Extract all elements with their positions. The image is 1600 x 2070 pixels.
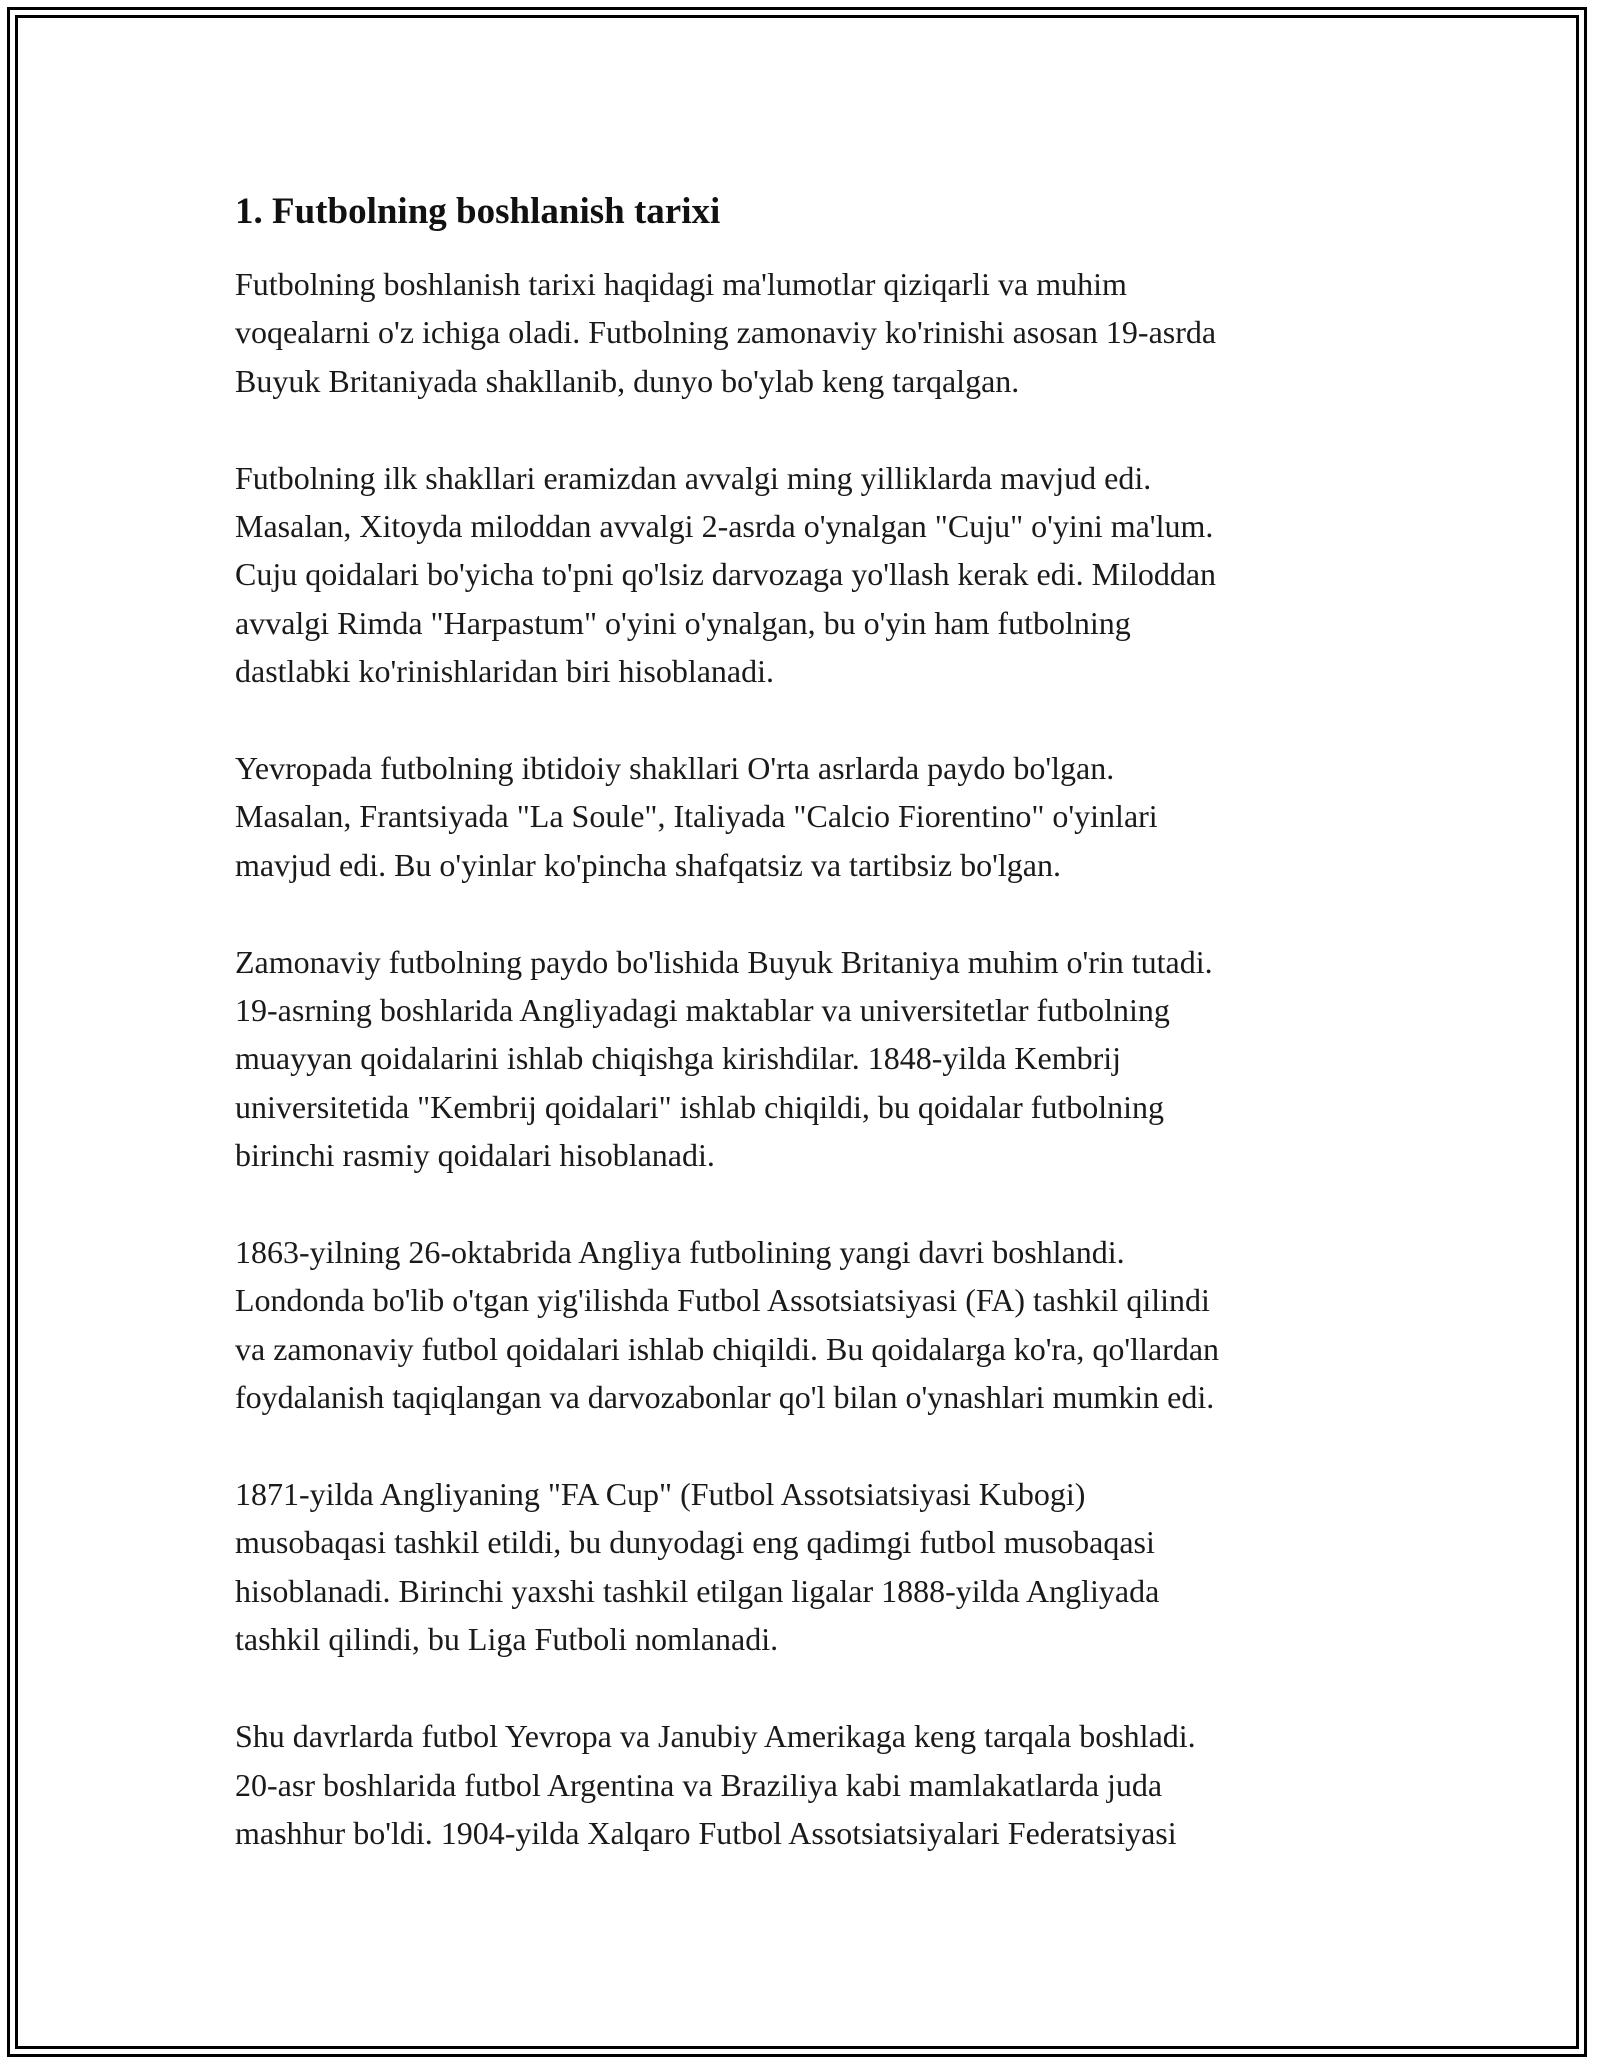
text-line: muayyan qoidalarini ishlab chiqishga kirishdilar. 1848-yilda Kembrij xyxy=(235,1040,1122,1077)
paragraph xyxy=(235,938,1385,1180)
text-line: Londonda bo'lib o'tgan yig'ilishda Futbol Assotsiatsiyasi (FA) tashkil qilindi xyxy=(235,1282,1210,1319)
section-heading: 1. Futbolning boshlanish tarixi xyxy=(235,191,721,232)
paragraph xyxy=(235,260,1385,405)
text-line: 1863-yilning 26-oktabrida Angliya futbolining yangi davri boshlandi. xyxy=(235,1234,1125,1271)
text-line: 19-asrning boshlarida Angliyadagi maktablar va universitetlar futbolning xyxy=(235,992,1170,1029)
text-line: birinchi rasmiy qoidalari hisoblanadi. xyxy=(235,1137,715,1174)
text-line: mashhur bo'ldi. 1904-yilda Xalqaro Futbol Assotsiatsiyalari Federatsiyasi xyxy=(235,1814,1177,1851)
paragraph xyxy=(235,744,1385,889)
text-line: Zamonaviy futbolning paydo bo'lishida Buyuk Britaniya muhim o'rin tutadi. xyxy=(235,943,1213,980)
text-line: 20-asr boshlarida futbol Argentina va Braziliya kabi mamlakatlarda juda xyxy=(235,1766,1163,1803)
text-line: Shu davrlarda futbol Yevropa va Janubiy Amerikaga keng tarqala boshladi. xyxy=(235,1718,1196,1755)
text-line: mavjud edi. Bu o'yinlar ko'pincha shafqatsiz va tartibsiz bo'lgan. xyxy=(235,846,1061,883)
paragraph xyxy=(235,1470,1385,1664)
text-line: dastlabki ko'rinishlaridan biri hisoblanadi. xyxy=(235,653,774,690)
text-line: Yevropada futbolning ibtidoiy shakllari O'rta asrlarda paydo bo'lgan. xyxy=(235,750,1115,787)
paragraph xyxy=(235,1228,1385,1422)
text-line: Cuju qoidalari bo'yicha to'pni qo'lsiz darvozaga yo'llash kerak edi. Miloddan xyxy=(235,556,1217,593)
document-body xyxy=(235,188,1385,1906)
text-line: universitetida "Kembrij qoidalari" ishlab chiqildi, bu qoidalar futbolning xyxy=(235,1088,1165,1125)
text-line: va zamonaviy futbol qoidalari ishlab chiqildi. Bu qoidalarga ko'ra, qo'llardan xyxy=(235,1330,1220,1367)
text-line: tashkil qilindi, bu Liga Futboli nomlanadi. xyxy=(235,1621,779,1658)
text-line: Futbolning ilk shakllari eramizdan avvalgi ming yilliklarda mavjud edi. xyxy=(235,459,1152,496)
text-line: avvalgi Rimda "Harpastum" o'yini o'ynalgan, bu o'yin ham futbolning xyxy=(235,604,1131,641)
text-line: voqealarni o'z ichiga oladi. Futbolning zamonaviy ko'rinishi asosan 19-asrda xyxy=(235,314,1217,351)
paragraph xyxy=(235,1712,1385,1857)
text-line: musobaqasi tashkil etildi, bu dunyodagi eng qadimgi futbol musobaqasi xyxy=(235,1524,1155,1561)
text-line: Buyuk Britaniyada shakllanib, dunyo bo'ylab keng tarqalgan. xyxy=(235,362,1020,399)
text-line: foydalanish taqiqlangan va darvozabonlar qo'l bilan o'ynashlari mumkin edi. xyxy=(235,1379,1215,1416)
text-line: Masalan, Xitoyda miloddan avvalgi 2-asrda o'ynalgan "Cuju" o'yini ma'lum. xyxy=(235,508,1214,545)
paragraph xyxy=(235,454,1385,696)
text-line: hisoblanadi. Birinchi yaxshi tashkil etilgan ligalar 1888-yilda Angliyada xyxy=(235,1572,1160,1609)
text-line: Masalan, Frantsiyada "La Soule", Italiyada "Calcio Fiorentino" o'yinlari xyxy=(235,798,1158,835)
text-line: 1871-yilda Angliyaning "FA Cup" (Futbol Assotsiatsiyasi Kubogi) xyxy=(235,1476,1086,1513)
text-line: Futbolning boshlanish tarixi haqidagi ma'lumotlar qiziqarli va muhim xyxy=(235,266,1127,302)
